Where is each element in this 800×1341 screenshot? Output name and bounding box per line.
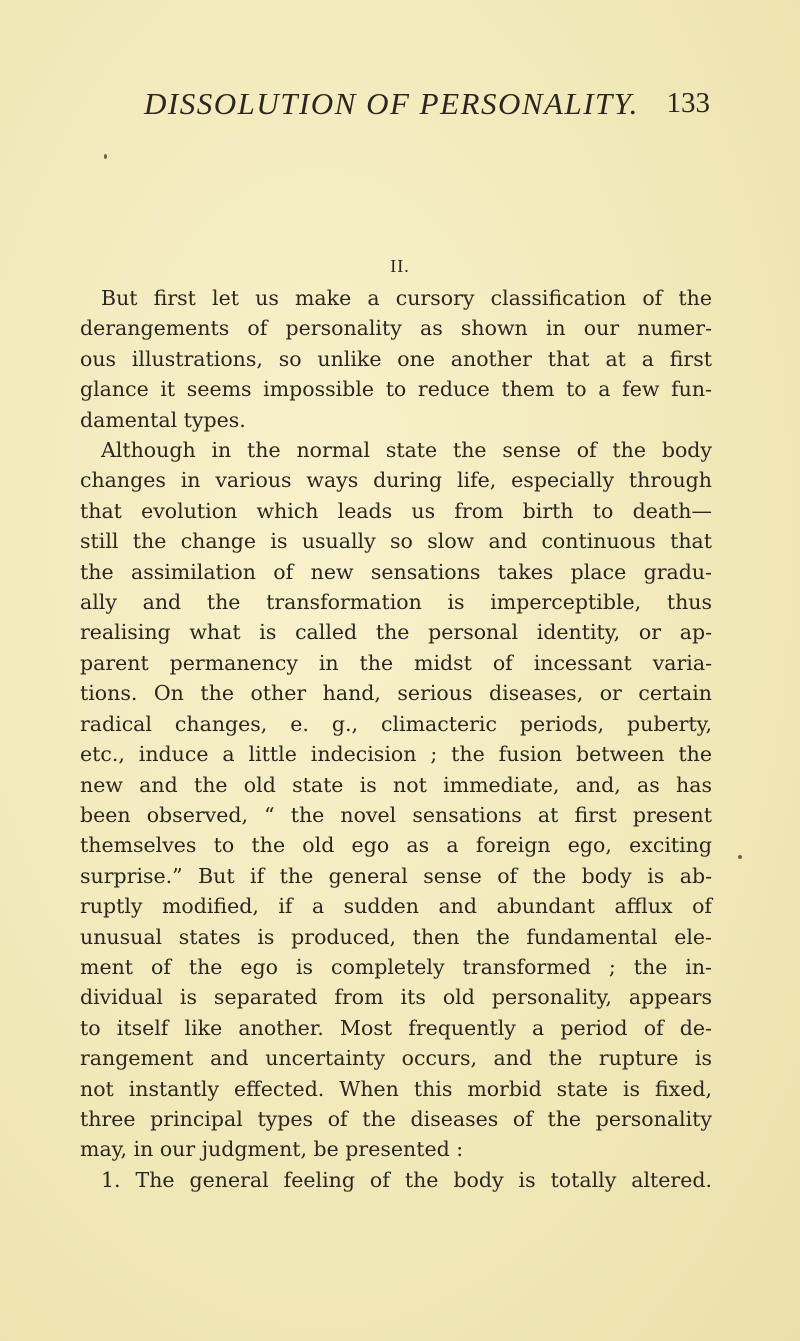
section-number: II. xyxy=(390,256,410,276)
text-line: not instantly effected. When this morbid state is fixed, xyxy=(80,1076,712,1101)
text-line: But first let us make a cursory classification of the xyxy=(101,286,712,310)
text-line: been observed, “ the novel sensations at first present xyxy=(80,802,712,827)
running-head xyxy=(140,86,710,126)
text-line: that evolution which leads us from birth to death— xyxy=(80,498,712,523)
text-line: surprise.” But if the general sense of the body is ab- xyxy=(80,863,712,888)
text-line: 1. The general feeling of the body is totally altered. xyxy=(101,1167,712,1192)
text-line: ally and the transformation is imperceptible, thus xyxy=(80,590,712,615)
text-line: themselves to the old ego as a foreign ego, exciting xyxy=(80,833,712,858)
text-line: realising what is called the personal identity, or ap- xyxy=(80,620,712,645)
text-line: ous illustrations, so unlike one another that at a first xyxy=(80,346,712,371)
text-line: may, in our judgment, be presented : xyxy=(80,1137,464,1162)
paper-speck xyxy=(738,855,742,859)
paper-speck xyxy=(104,154,107,159)
text-line: etc., induce a little indecision ; the fusion between the xyxy=(80,742,712,767)
text-line: to itself like another. Most frequently a period of de- xyxy=(80,1015,712,1040)
text-line: Although in the normal state the sense of the body xyxy=(101,438,712,463)
text-line: damental types. xyxy=(80,407,246,432)
text-line: ruptly modified, if a sudden and abundant afflux of xyxy=(80,894,712,919)
text-line: still the change is usually so slow and continuous that xyxy=(80,529,712,554)
page-number: 133 xyxy=(666,87,710,119)
text-line: new and the old state is not immediate, and, as has xyxy=(80,772,712,797)
text-line: radical changes, e. g., climacteric periods, puberty, xyxy=(80,711,712,736)
text-line: tions. On the other hand, serious diseases, or certain xyxy=(80,681,712,706)
text-line: derangements of personality as shown in our numer- xyxy=(80,316,712,341)
text-line: the assimilation of new sensations takes place gradu- xyxy=(80,559,712,584)
body-text xyxy=(80,283,712,1195)
text-line: changes in various ways during life, especially through xyxy=(80,468,712,493)
text-line: rangement and uncertainty occurs, and the rupture is xyxy=(80,1046,712,1071)
text-line: unusual states is produced, then the fundamental ele- xyxy=(80,924,712,949)
text-line: three principal types of the diseases of the personality xyxy=(80,1106,712,1131)
text-line: glance it seems impossible to reduce them to a few fun- xyxy=(80,377,712,402)
text-line: ment of the ego is completely transformed ; the in- xyxy=(80,954,712,979)
text-line: parent permanency in the midst of incessant varia- xyxy=(80,650,712,675)
text-line: dividual is separated from its old personality, appears xyxy=(80,985,712,1010)
running-title: DISSOLUTION OF PERSONALITY. xyxy=(144,86,639,121)
